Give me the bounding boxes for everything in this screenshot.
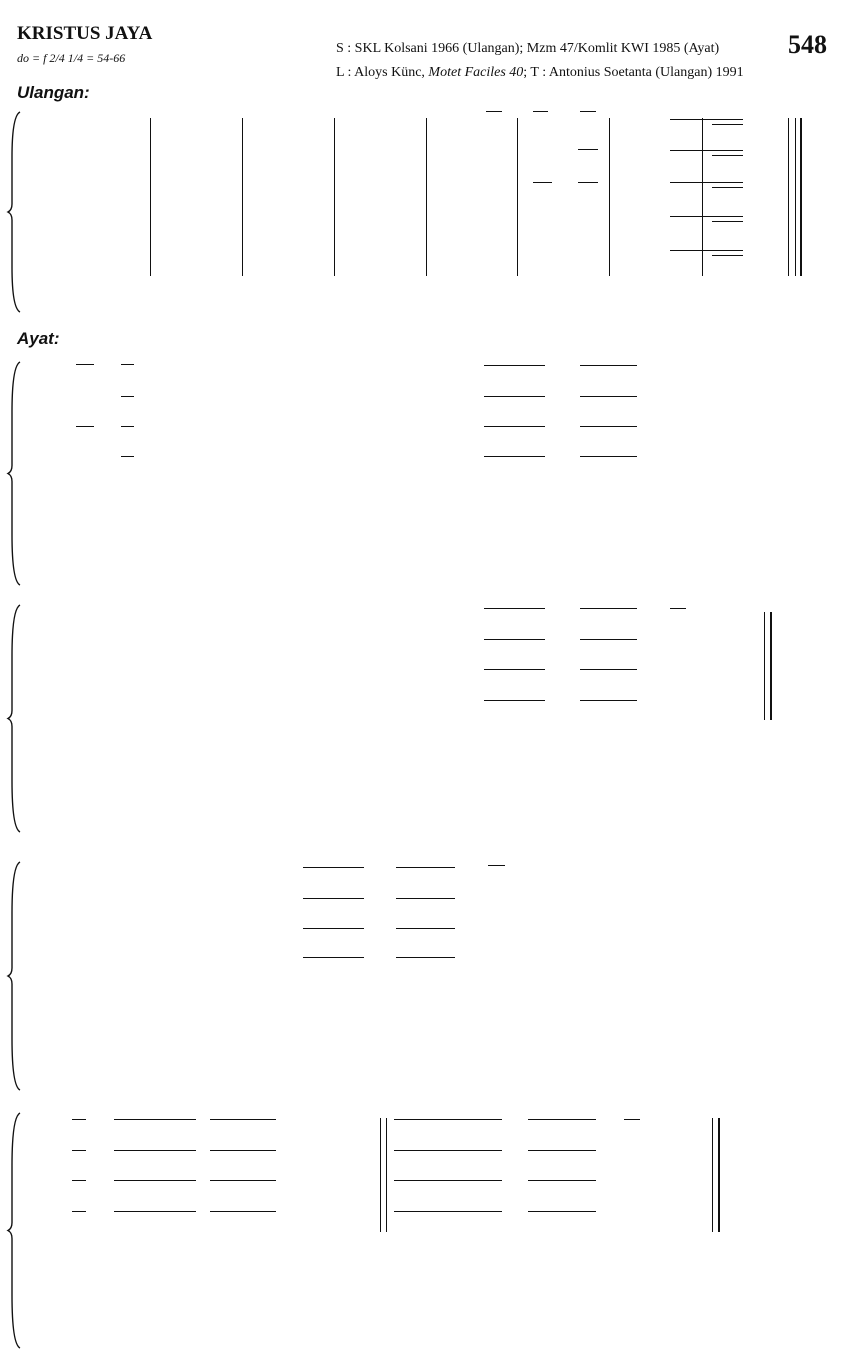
beam-line xyxy=(484,426,545,427)
beam-line xyxy=(624,1119,640,1120)
beam-line xyxy=(670,119,743,120)
beam-line xyxy=(121,456,134,457)
beam-line xyxy=(488,865,505,866)
beam-line xyxy=(580,426,637,427)
system-brace xyxy=(8,605,22,832)
beam-line xyxy=(580,396,637,397)
beam-line xyxy=(484,669,545,670)
beam-line xyxy=(580,700,637,701)
system-brace xyxy=(8,112,22,312)
beam-line xyxy=(670,182,743,183)
beam-line xyxy=(396,867,455,868)
tempo-key: do = f 2/4 1/4 = 54-66 xyxy=(17,51,126,65)
beam-line xyxy=(114,1150,196,1151)
beam-line xyxy=(114,1119,196,1120)
system-brace xyxy=(8,362,22,585)
beam-line xyxy=(394,1150,502,1151)
beam-line xyxy=(303,928,364,929)
beam-line xyxy=(484,639,545,640)
beam-line xyxy=(484,700,545,701)
barline xyxy=(386,1118,387,1232)
beam-line xyxy=(580,669,637,670)
beam-line xyxy=(72,1150,86,1151)
beam-line xyxy=(528,1211,596,1212)
beam-line xyxy=(72,1180,86,1181)
beam-line xyxy=(394,1180,502,1181)
beam-line xyxy=(76,364,94,365)
beam-line xyxy=(121,364,134,365)
beam-line xyxy=(486,111,502,112)
beam-line xyxy=(580,365,637,366)
barline xyxy=(242,118,243,276)
beam-line xyxy=(533,111,548,112)
beam-line xyxy=(210,1180,276,1181)
beam-line xyxy=(76,426,94,427)
beam-line xyxy=(528,1150,596,1151)
beam-line xyxy=(578,182,598,183)
final-barline xyxy=(718,1118,720,1232)
beam-line xyxy=(394,1211,502,1212)
beam-line xyxy=(72,1211,86,1212)
barline xyxy=(334,118,335,276)
beam-line xyxy=(580,639,637,640)
barline xyxy=(609,118,610,276)
barline xyxy=(702,118,703,276)
beam-line xyxy=(533,182,552,183)
song-title: KRISTUS JAYA xyxy=(17,23,153,44)
beam-line xyxy=(303,867,364,868)
beam-line xyxy=(670,150,743,151)
beam-line xyxy=(303,898,364,899)
final-barline xyxy=(770,612,772,720)
barline xyxy=(764,612,765,720)
barline xyxy=(426,118,427,276)
beam-line xyxy=(580,111,596,112)
beam-line xyxy=(210,1211,276,1212)
beam-line xyxy=(484,608,545,609)
beam-line xyxy=(712,155,743,156)
final-barline xyxy=(800,118,802,276)
barline xyxy=(150,118,151,276)
beam-line xyxy=(114,1180,196,1181)
song-number: 548 xyxy=(788,30,827,59)
beam-line xyxy=(712,255,743,256)
beam-line xyxy=(670,608,686,609)
beam-line xyxy=(528,1180,596,1181)
beam-line xyxy=(121,396,134,397)
beam-line xyxy=(121,426,134,427)
beam-line xyxy=(210,1119,276,1120)
beam-line xyxy=(484,456,545,457)
beam-line xyxy=(114,1211,196,1212)
beam-line xyxy=(580,608,637,609)
credits-author: L : Aloys Künc, Motet Faciles 40; T : Antonius Soetanta (Ulangan) 1991 xyxy=(336,65,744,80)
beam-line xyxy=(303,957,364,958)
beam-line xyxy=(484,396,545,397)
barline xyxy=(712,1118,713,1232)
beam-line xyxy=(712,187,743,188)
beam-line xyxy=(712,221,743,222)
beam-line xyxy=(210,1150,276,1151)
barline xyxy=(380,1118,381,1232)
beam-line xyxy=(396,928,455,929)
barline xyxy=(517,118,518,276)
beam-line xyxy=(670,216,743,217)
credits-source: S : SKL Kolsani 1966 (Ulangan); Mzm 47/Komlit KWI 1985 (Ayat) xyxy=(336,41,720,56)
beam-line xyxy=(72,1119,86,1120)
beam-line xyxy=(484,365,545,366)
system-brace xyxy=(8,1113,22,1348)
section-ulangan: Ulangan: xyxy=(17,83,90,102)
system-brace xyxy=(8,862,22,1090)
beam-line xyxy=(670,250,743,251)
barline xyxy=(795,118,796,276)
beam-line xyxy=(394,1119,502,1120)
beam-line xyxy=(396,898,455,899)
barline xyxy=(788,118,789,276)
section-ayat: Ayat: xyxy=(17,329,60,348)
beam-line xyxy=(580,456,637,457)
beam-line xyxy=(396,957,455,958)
beam-line xyxy=(578,149,598,150)
beam-line xyxy=(712,124,743,125)
beam-line xyxy=(528,1119,596,1120)
